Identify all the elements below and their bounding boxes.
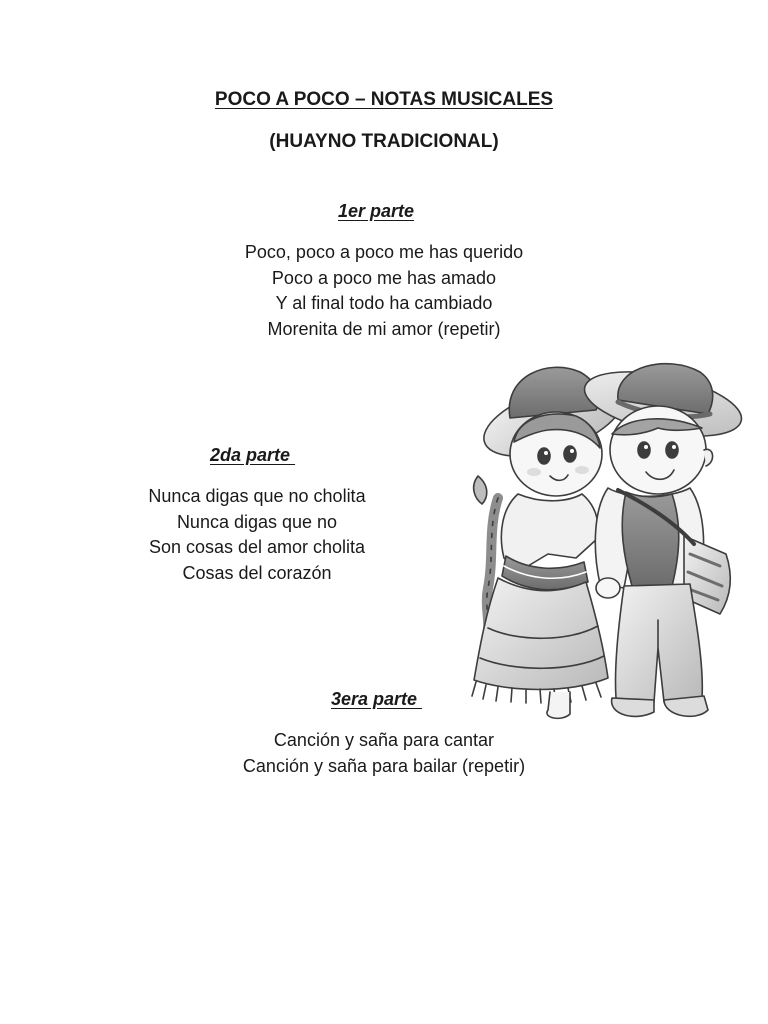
dancing-children-illustration — [458, 358, 768, 728]
document-subtitle: (HUAYNO TRADICIONAL) — [269, 131, 499, 152]
verse-line: Canción y saña para bailar (repetir) — [242, 755, 526, 776]
verse-line: Nunca digas que no — [176, 511, 338, 532]
verse-line: Canción y saña para cantar — [273, 730, 495, 750]
section-heading-part-3: 3era parte — [331, 689, 423, 709]
verse-part-1 — [180, 240, 588, 342]
document-title: POCO A POCO – NOTAS MUSICALES — [214, 89, 554, 110]
verse-line: Nunca digas que no cholita — [148, 486, 366, 506]
verse-line: Y al final todo ha cambiado — [275, 293, 493, 313]
verse-line: Poco a poco me has amado — [271, 267, 497, 288]
verse-line: Poco, poco a poco me has querido — [244, 242, 524, 262]
section-heading-part-1: 1er parte — [338, 201, 415, 221]
verse-part-2 — [107, 484, 407, 586]
verse-line: Morenita de mi amor (repetir) — [267, 318, 501, 339]
verse-line: Cosas del corazón — [182, 562, 332, 583]
verse-line: Son cosas del amor cholita — [148, 537, 366, 557]
verse-part-3 — [180, 728, 588, 779]
section-heading-part-2: 2da parte — [210, 445, 296, 465]
